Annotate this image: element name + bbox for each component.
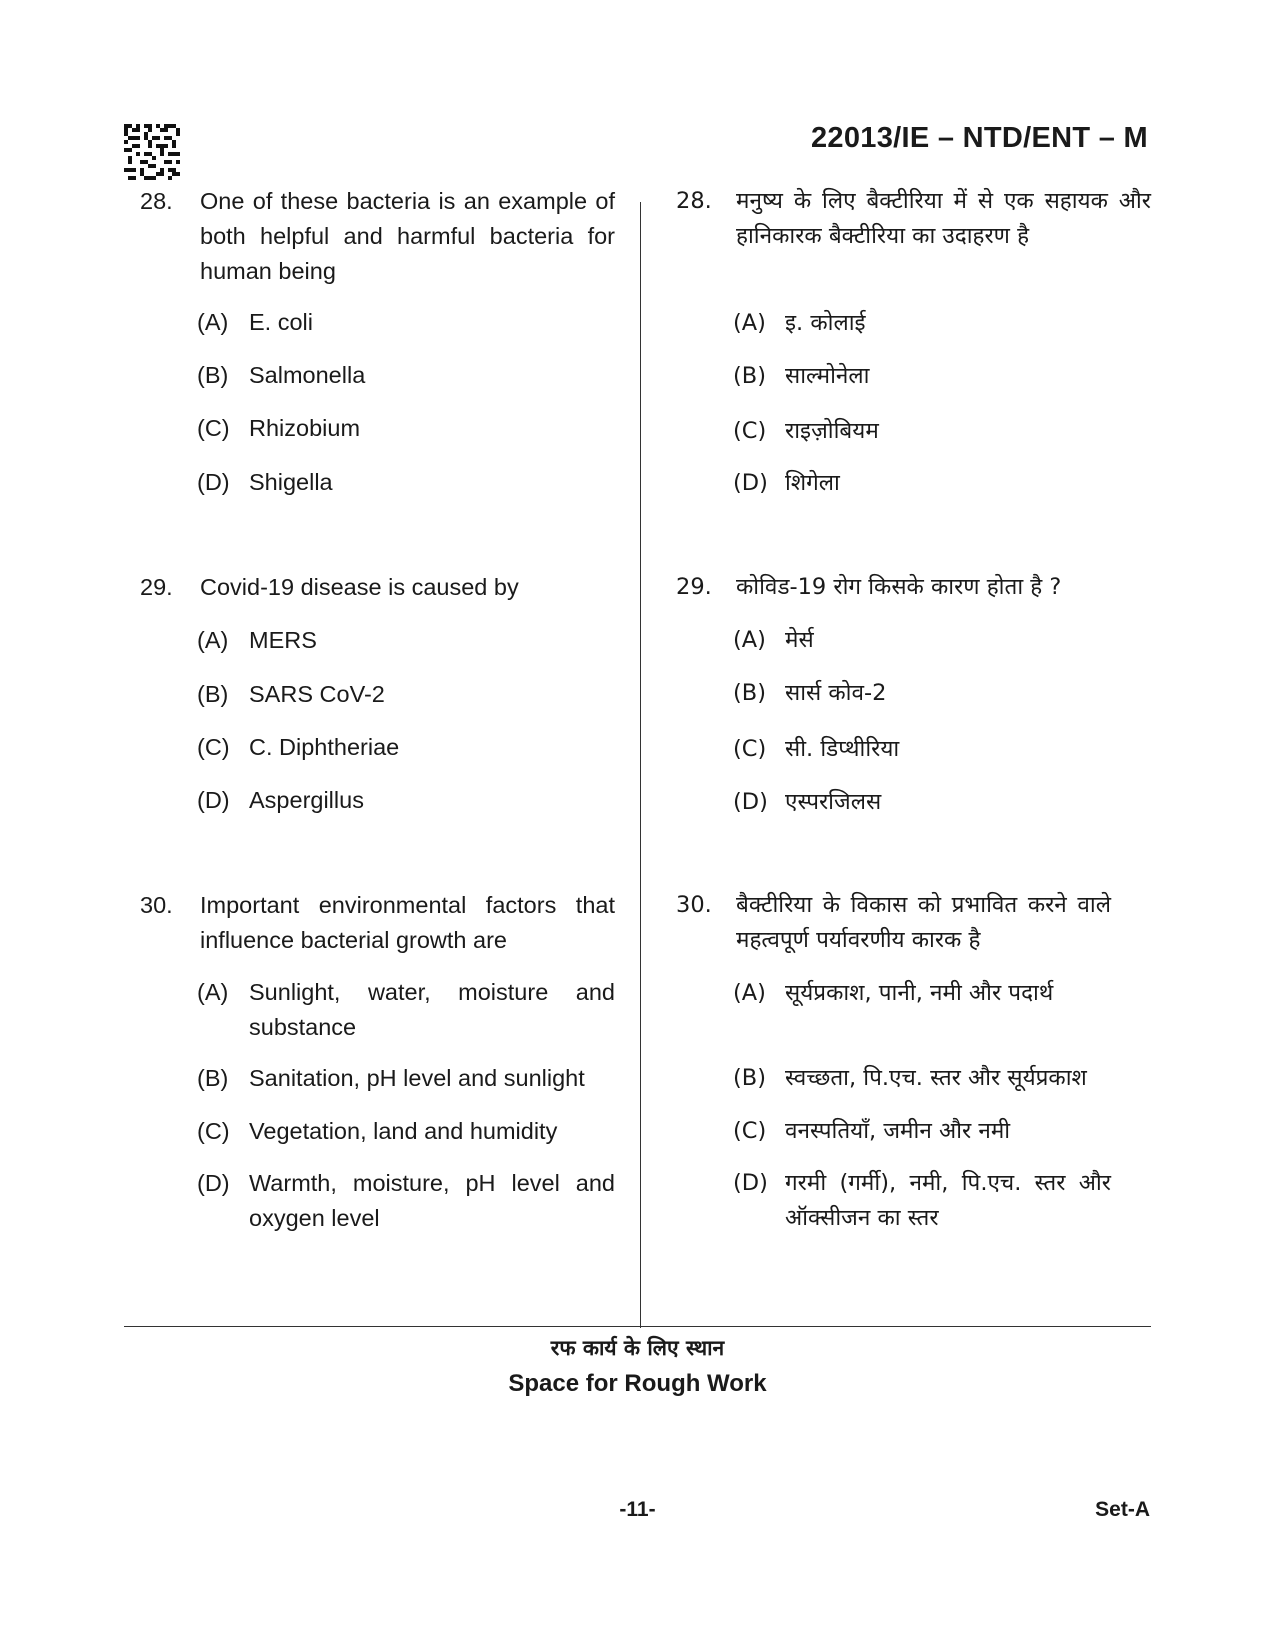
question-text: बैक्टीरिया के विकास को प्रभावित करने वाले महत्वपूर्ण पर्यावरणीय कारक है	[736, 892, 1111, 953]
option-d[interactable]	[197, 465, 615, 500]
option-label: (A)	[197, 627, 229, 653]
option-label: (D)	[197, 1170, 230, 1196]
set-label: Set-A	[1095, 1498, 1150, 1521]
rough-work-label-hindi: रफ कार्य के लिए स्थान	[550, 1336, 725, 1360]
option-label: (D)	[197, 469, 230, 495]
option-c[interactable]	[197, 411, 615, 446]
option-b[interactable]	[197, 1061, 615, 1096]
option-label: (B)	[197, 362, 229, 388]
question-30-hi	[676, 888, 1151, 958]
option-label: (B)	[197, 1065, 229, 1091]
question-text: मनुष्य के लिए बैक्टीरिया में से एक सहायक और हानिकारक बैक्टीरिया का उदाहरण है	[736, 188, 1151, 249]
option-text: सूर्यप्रकाश, पानी, नमी और पदार्थ	[785, 980, 1054, 1006]
option-label: (A)	[733, 980, 766, 1006]
question-number: 29.	[676, 574, 712, 600]
option-c[interactable]	[197, 1114, 615, 1149]
question-number: 30.	[140, 892, 173, 918]
question-28-en	[140, 184, 615, 289]
option-label: (A)	[733, 310, 766, 336]
option-label: (A)	[197, 979, 229, 1005]
option-label: (C)	[733, 418, 767, 444]
question-30-en	[140, 888, 615, 958]
option-d[interactable]	[733, 466, 1151, 501]
question-29-en	[140, 570, 615, 605]
option-text: Sunlight, water, moisture and substance	[249, 979, 615, 1040]
option-label: (C)	[197, 1118, 230, 1144]
option-a[interactable]	[733, 623, 1151, 658]
rough-work-divider	[124, 1326, 1151, 1327]
option-text: शिगेला	[785, 470, 840, 496]
option-label: (D)	[733, 1170, 768, 1196]
rough-work-label-english: Space for Rough Work	[508, 1370, 767, 1397]
option-a[interactable]	[197, 305, 615, 340]
question-text: One of these bacteria is an example of both helpful and harmful bacteria for human being	[200, 188, 615, 284]
question-text: कोविड-19 रोग किसके कारण होता है ?	[736, 574, 1062, 600]
option-text: E. coli	[249, 309, 313, 335]
option-text: सार्स कोव-2	[785, 680, 887, 706]
option-label: (C)	[733, 1118, 767, 1144]
question-number: 30.	[676, 892, 712, 918]
option-text: Aspergillus	[249, 787, 364, 813]
option-text: Salmonella	[249, 362, 366, 388]
option-text: MERS	[249, 627, 317, 653]
option-d[interactable]	[733, 1166, 1151, 1236]
question-number: 29.	[140, 574, 173, 600]
option-label: (B)	[733, 1065, 766, 1091]
question-number: 28.	[140, 188, 173, 214]
question-text: Covid-19 disease is caused by	[200, 574, 519, 600]
option-a[interactable]	[733, 306, 1151, 341]
option-a[interactable]	[197, 975, 615, 1045]
option-label: (D)	[733, 789, 768, 815]
option-label: (C)	[197, 734, 230, 760]
option-text: राइज़ोबियम	[785, 418, 879, 444]
option-label: (D)	[197, 787, 230, 813]
question-text: Important environmental factors that influence bacterial growth are	[200, 892, 615, 953]
option-text: वनस्पतियाँ, जमीन और नमी	[785, 1118, 1011, 1144]
option-b[interactable]	[733, 1061, 1151, 1096]
option-b[interactable]	[197, 358, 615, 393]
option-text: एस्परजिलस	[785, 789, 882, 815]
page-number: -11-	[619, 1498, 656, 1521]
option-text: Vegetation, land and humidity	[249, 1118, 558, 1144]
option-text: Warmth, moisture, pH level and oxygen level	[249, 1170, 615, 1231]
option-a[interactable]	[197, 623, 615, 658]
option-c[interactable]	[733, 1114, 1151, 1149]
qr-code-icon	[124, 124, 180, 180]
option-label: (C)	[733, 736, 767, 762]
option-text: गरमी (गर्मी), नमी, पि.एच. स्तर और ऑक्सीजन का स्तर	[785, 1170, 1111, 1231]
option-label: (B)	[733, 363, 766, 389]
question-number: 28.	[676, 188, 712, 214]
option-b[interactable]	[197, 677, 615, 712]
option-text: Rhizobium	[249, 415, 361, 441]
option-b[interactable]	[733, 359, 1151, 394]
option-label: (A)	[733, 627, 766, 653]
question-29-hi	[676, 570, 1151, 605]
option-label: (B)	[197, 681, 229, 707]
column-divider	[640, 202, 641, 1328]
option-label: (C)	[197, 415, 230, 441]
option-d[interactable]	[197, 783, 615, 818]
option-a[interactable]	[733, 976, 1151, 1011]
option-b[interactable]	[733, 676, 1151, 711]
option-text: साल्मोनेला	[785, 363, 870, 389]
question-28-hi	[676, 184, 1151, 254]
option-c[interactable]	[733, 732, 1151, 767]
option-d[interactable]	[197, 1166, 615, 1236]
option-text: स्वच्छता, पि.एच. स्तर और सूर्यप्रकाश	[785, 1065, 1087, 1091]
option-c[interactable]	[733, 414, 1151, 449]
option-text: SARS CoV-2	[249, 681, 385, 707]
option-text: C. Diphtheriae	[249, 734, 400, 760]
option-text: मेर्स	[785, 627, 814, 653]
option-label: (A)	[197, 309, 229, 335]
option-text: सी. डिप्थीरिया	[785, 736, 900, 762]
paper-code: 22013/IE – NTD/ENT – M	[811, 122, 1148, 154]
option-d[interactable]	[733, 785, 1151, 820]
option-text: Shigella	[249, 469, 333, 495]
option-label: (B)	[733, 680, 766, 706]
option-text: Sanitation, pH level and sunlight	[249, 1065, 585, 1091]
option-label: (D)	[733, 470, 768, 496]
option-c[interactable]	[197, 730, 615, 765]
option-text: इ. कोलाई	[785, 310, 866, 336]
